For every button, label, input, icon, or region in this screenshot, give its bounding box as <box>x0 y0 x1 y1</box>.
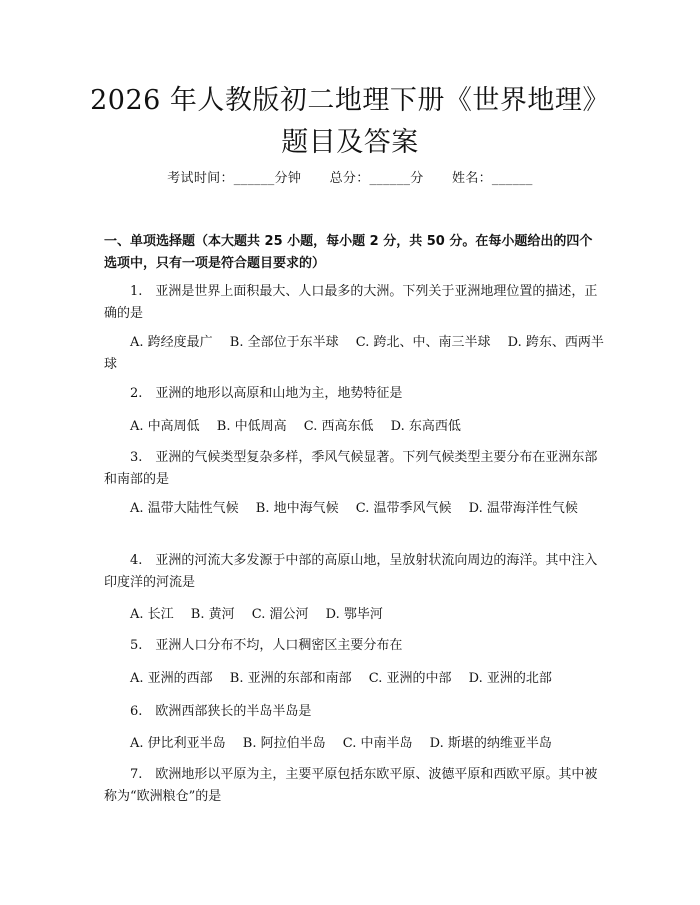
question-2-options: A. 中高周低 B. 中低周高 C. 西高东低 D. 东高西低 <box>130 419 461 434</box>
question-6-stem: 6. 欧洲西部狭长的半岛半岛是 <box>130 704 312 719</box>
question-5-stem: 5. 亚洲人口分布不均，人口稠密区主要分布在 <box>130 638 403 653</box>
question-2-stem: 2. 亚洲的地形以高原和山地为主，地势特征是 <box>130 386 403 401</box>
exam-time-field: 考试时间：______分钟 <box>167 171 302 186</box>
question-4-stem: 4. 亚洲的河流大多发源于中部的高原山地，呈放射状流向周边的海洋。其中注入印度洋的河流是 <box>104 553 598 590</box>
exam-score-field: 总分：______分 <box>329 171 424 186</box>
question-1-options: A. 跨经度最广 B. 全部位于东半球 C. 跨北、中、南三半球 D. 跨东、西两半球 <box>104 335 604 372</box>
question-5-options: A. 亚洲的西部 B. 亚洲的东部和南部 C. 亚洲的中部 D. 亚洲的北部 <box>130 671 552 686</box>
question-3-options: A. 温带大陆性气候 B. 地中海气候 C. 温带季风气候 D. 温带海洋性气候 <box>130 501 578 516</box>
exam-info-line <box>0 167 700 186</box>
question-6-options: A. 伊比利亚半岛 B. 阿拉伯半岛 C. 中南半岛 D. 斯堪的纳维亚半岛 <box>130 736 552 751</box>
question-3-stem: 3. 亚洲的气候类型复杂多样，季风气候显著。下列气候类型主要分布在亚洲东部和南部的是 <box>104 450 598 487</box>
question-7-stem: 7. 欧洲地形以平原为主，主要平原包括东欧平原、波德平原和西欧平原。其中被称为“欧洲粮仓”的是 <box>104 767 598 804</box>
question-4-options: A. 长江 B. 黄河 C. 湄公河 D. 鄂毕河 <box>130 607 383 622</box>
exam-name-field: 姓名：______ <box>452 171 533 186</box>
document-title: 2026 年人教版初二地理下册《世界地理》题目及答案 <box>90 85 610 158</box>
question-1-stem: 1. 亚洲是世界上面积最大、人口最多的大洲。下列关于亚洲地理位置的描述，正确的是 <box>104 284 598 321</box>
section-heading: 一、单项选择题（本大题共 25 小题，每小题 2 分，共 50 分。在每小题给出的四个选项中，只有一项是符合题目要求的） <box>104 234 593 271</box>
